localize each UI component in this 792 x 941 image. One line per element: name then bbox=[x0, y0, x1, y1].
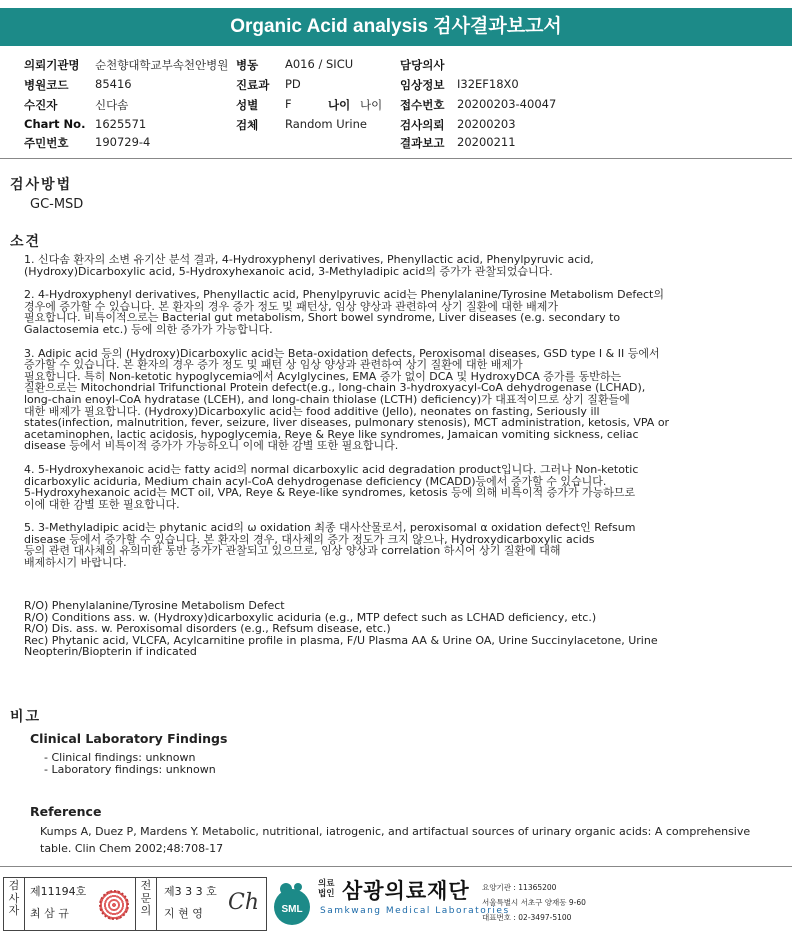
report-date-value: 20200211 bbox=[457, 135, 516, 149]
finding-item: 1. 신다솜 환자의 소변 유기산 분석 결과, 4-Hydroxyphenyl derivatives, Phenyllactic acid, Phenylpyruvic acid, (Hydroxy)Dicarboxylic acid, 5-Hydroxyhexanoic acid, 3-Methyladipic acid의 증가가 관찰되었습니다. bbox=[24, 253, 594, 278]
clinical-findings-list: - Clinical findings: unknown - Laboratory findings: unknown bbox=[44, 751, 216, 776]
specimen-value: Random Urine bbox=[285, 117, 367, 131]
method-title: 검사방법 bbox=[10, 177, 73, 193]
resident-id-value: 190729-4 bbox=[95, 135, 151, 149]
specimen-label: 검체 bbox=[236, 118, 259, 132]
reception-label: 접수번호 bbox=[400, 98, 445, 112]
rule-out-recommendations: R/O) Phenylalanine/Tyrosine Metabolism Defect R/O) Conditions ass. w. (Hydroxy)dicarboxylic aciduria (e.g., MTP defect such as LCHAD deficiency, etc.) R/O) Dis. ass. w. Peroxisomal disorders (e.g., Refsum disease, etc.) Rec) Phytanic acid, VLCFA, Acylcarnitine profile in plasma, F/U Plasma AA & Urine OA, Urine Succinylacetone, Urine Neopterin/Biopterin if indicated bbox=[24, 599, 658, 659]
signature-box bbox=[3, 877, 267, 931]
hospital-code-label: 병원코드 bbox=[24, 78, 69, 92]
specialist-signer: 제3 3 3 호 지 현 영 bbox=[164, 885, 217, 920]
request-value: 20200203 bbox=[457, 117, 516, 131]
reception-value: 20200203-40047 bbox=[457, 97, 557, 111]
patient-name-value: 신다솜 bbox=[95, 98, 129, 112]
chart-no-label: Chart No. bbox=[24, 117, 86, 131]
reference-text: Kumps A, Duez P, Mardens Y. Metabolic, nutritional, iatrogenic, and artifactual sources of urinary organic acids: A comprehensive table. Clin Chem 2002;48:708-17 bbox=[40, 825, 751, 855]
clinical-value: I32EF18X0 bbox=[457, 77, 519, 91]
findings-title: 소견 bbox=[10, 234, 42, 250]
report-title: Organic Acid analysis 검사결과보고서 bbox=[0, 8, 792, 46]
method-value: GC-MSD bbox=[30, 197, 84, 212]
reference-title: Reference bbox=[30, 804, 102, 819]
sex-label: 성별 bbox=[236, 98, 259, 112]
findings-list bbox=[24, 254, 784, 581]
finding-item: 4. 5-Hydroxyhexanoic acid는 fatty acid의 normal dicarboxylic acid degradation product입니다. 그러나 Non-ketotic dicarboxylic aciduria, Medium chain acyl-CoA dehydrogenase deficiency (MCADD)등에서 증가할 수 있습니다. 5-Hydroxyhexanoic acid는 MCT oil, VPA, Reye & Reye-like syndromes, ketosis 등에 의해 비특이적 증가가 가능하므로 이에 대한 감별 또한 필요합니다. bbox=[24, 462, 639, 511]
dept-label: 진료과 bbox=[236, 78, 270, 92]
clinical-label: 임상정보 bbox=[400, 78, 445, 92]
org-contact-info: 요양기관 : 11365200 서울특별시 서초구 양재동 9-60 대표번호 : 02-3497-5100 bbox=[482, 883, 586, 922]
finding-item: 5. 3-Methyladipic acid는 phytanic acid의 ω oxidation 최종 대사산물로서, peroxisomal α oxidation defect인 Refsum disease 등에서 증가할 수 있습니다. 본 환자의 경우, 대사체의 증가 정도가 크지 않으나, Hydroxydicarboxylic acids 등의 관련 대사체의 유의미한 동반 증가가 관찰되고 있으므로, 임상 양상과 correlation 하시어 상기 질환에 대해 배제하시기 바랍니다. bbox=[24, 521, 636, 570]
age-label: 나이 bbox=[328, 98, 351, 112]
clinical-findings-title: Clinical Laboratory Findings bbox=[30, 731, 228, 746]
sml-logo-icon bbox=[272, 877, 312, 929]
patient-name-label: 수진자 bbox=[24, 98, 58, 112]
examiner-signer: 제11194호 최 삼 규 bbox=[30, 885, 87, 920]
org-english-name: Samkwang Medical Laboratories bbox=[320, 906, 510, 916]
svg-text:SML: SML bbox=[281, 904, 303, 915]
report-date-label: 결과보고 bbox=[400, 136, 445, 150]
finding-item: 2. 4-Hydroxyphenyl derivatives, Phenyllactic acid, Phenylpyruvic acid는 Phenylalanine/Tyrosine Metabolism Defect의 경우에 증가할 수 있습니다. 본 환자의 경우 증가 정도 및 패턴상, 임상 양상과 관련하여 상기 질환에 대한 배제가 필요합니다. 비특이적으로는 Bacterial gut metabolism, Short bowel syndrome, Liver diseases (e.g. secondary to Galactosemia etc.) 등에 의한 증가가 가능합니다. bbox=[24, 288, 664, 336]
institution-label: 의뢰기관명 bbox=[24, 58, 80, 72]
hospital-code-value: 85416 bbox=[95, 77, 132, 91]
specialist-label: 전 문 의 bbox=[140, 879, 152, 917]
ward-label: 병동 bbox=[236, 58, 259, 72]
institution-value: 순천향대학교부속천안병원 bbox=[95, 58, 229, 72]
chart-no-value: 1625571 bbox=[95, 117, 147, 131]
finding-item: 3. Adipic acid 등의 (Hydroxy)Dicarboxylic acid는 Beta-oxidation defects, Peroxisomal diseases, GSD type I & II 등에서 증가할 수 있습니다. 본 환자의 경우 증가 정도 및 패턴 상 임상 양상과 관련하여 상기 질환에 대한 배제가 필요합니다. 특히 Non-ketotic hypoglycemia에서 Acylglycines, EMA 증가 없이 DCA 및 HydroxyDCA 증가를 동반하는 질환으로는 Mitochondrial Trifunctional Protein defect(e.g., long-chain 3-hydroxyacyl-CoA dehydrogenase (LCHAD), long-chain enoyl-CoA hydratase (LCEH), and long-chain thiolase (LCTH) deficiency)가 대표적이므로 상기 질환들에 대한 배제가 필요합니다. (Hydroxy)Dicarboxylic acid는 food additive (Jello), neonates on fasting, Seriously ill states(infection, malnutrition, fever, seizure, liver diseases, pulmonary stenosis), MCT administration, ketosis, VPA or acetaminophen, lactic acidosis, hypoglycemia, Reye & Reye like syndromes, Jamaican vomiting sickness, celiac disease 등에서 비특이적 증가가 가능하오니 이에 대한 감별 또한 필요합니다. bbox=[24, 346, 670, 453]
sex-value: F bbox=[285, 97, 292, 111]
request-label: 검사의뢰 bbox=[400, 118, 445, 132]
official-seal-icon bbox=[99, 890, 129, 920]
resident-id-label: 주민번호 bbox=[24, 136, 69, 150]
signature: Ch bbox=[228, 890, 260, 915]
divider bbox=[24, 878, 25, 930]
remarks-title: 비고 bbox=[10, 709, 42, 725]
footer-divider bbox=[0, 866, 792, 867]
dept-value: PD bbox=[285, 77, 301, 91]
divider bbox=[0, 158, 792, 159]
patient-info bbox=[0, 55, 792, 155]
org-type: 의료 법인 bbox=[318, 879, 335, 899]
doctor-label: 담당의사 bbox=[400, 58, 445, 72]
ward-value: A016 / SICU bbox=[285, 57, 354, 71]
examiner-label: 검 사 자 bbox=[8, 879, 20, 917]
age-value: 나이 bbox=[360, 98, 383, 112]
footer bbox=[0, 873, 792, 933]
divider bbox=[156, 878, 157, 930]
org-name: 삼광의료재단 bbox=[342, 880, 470, 903]
